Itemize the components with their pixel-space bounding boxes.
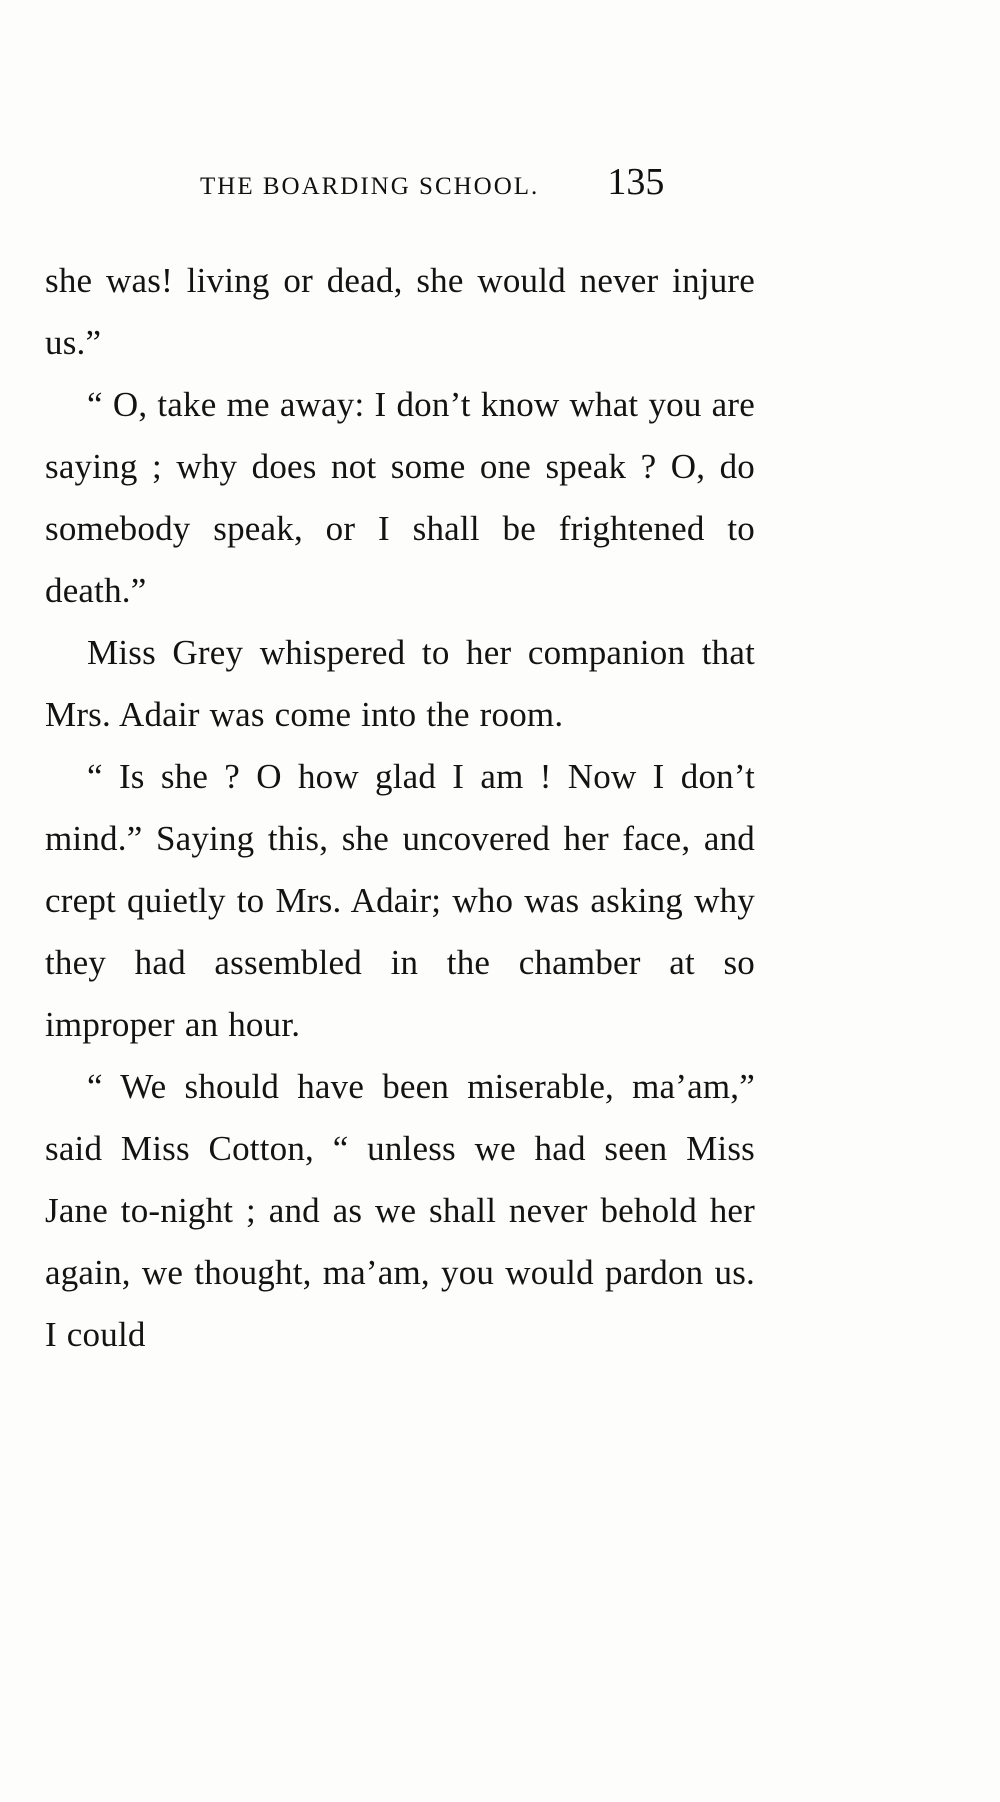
paragraph-2: “ O, take me away: I don’t know what you are saying ; why does not some one speak ? O, do somebody speak, or I shall be frightened to death.” bbox=[45, 385, 755, 610]
page-content bbox=[45, 160, 755, 1366]
page-header-title: THE BOARDING SCHOOL. bbox=[200, 173, 540, 200]
paragraph-3: Miss Grey whispered to her companion that Mrs. Adair was come into the room. bbox=[45, 633, 755, 734]
running-head bbox=[45, 160, 755, 204]
paragraph-1: she was! living or dead, she would never injure us.” bbox=[45, 261, 755, 362]
paragraph-4: “ Is she ? O how glad I am ! Now I don’t mind.” Saying this, she uncovered her face, and crept quietly to Mrs. Adair; who was asking why they had assembled in the chamber at so improper an hour. bbox=[45, 757, 755, 1044]
paragraph-5: “ We should have been miserable, ma’am,” said Miss Cotton, “ unless we had seen Miss Jane to-night ; and as we shall never behold her again, we thought, ma’am, you would pardon us. I could bbox=[45, 1067, 755, 1354]
page-number: 135 bbox=[607, 161, 665, 203]
